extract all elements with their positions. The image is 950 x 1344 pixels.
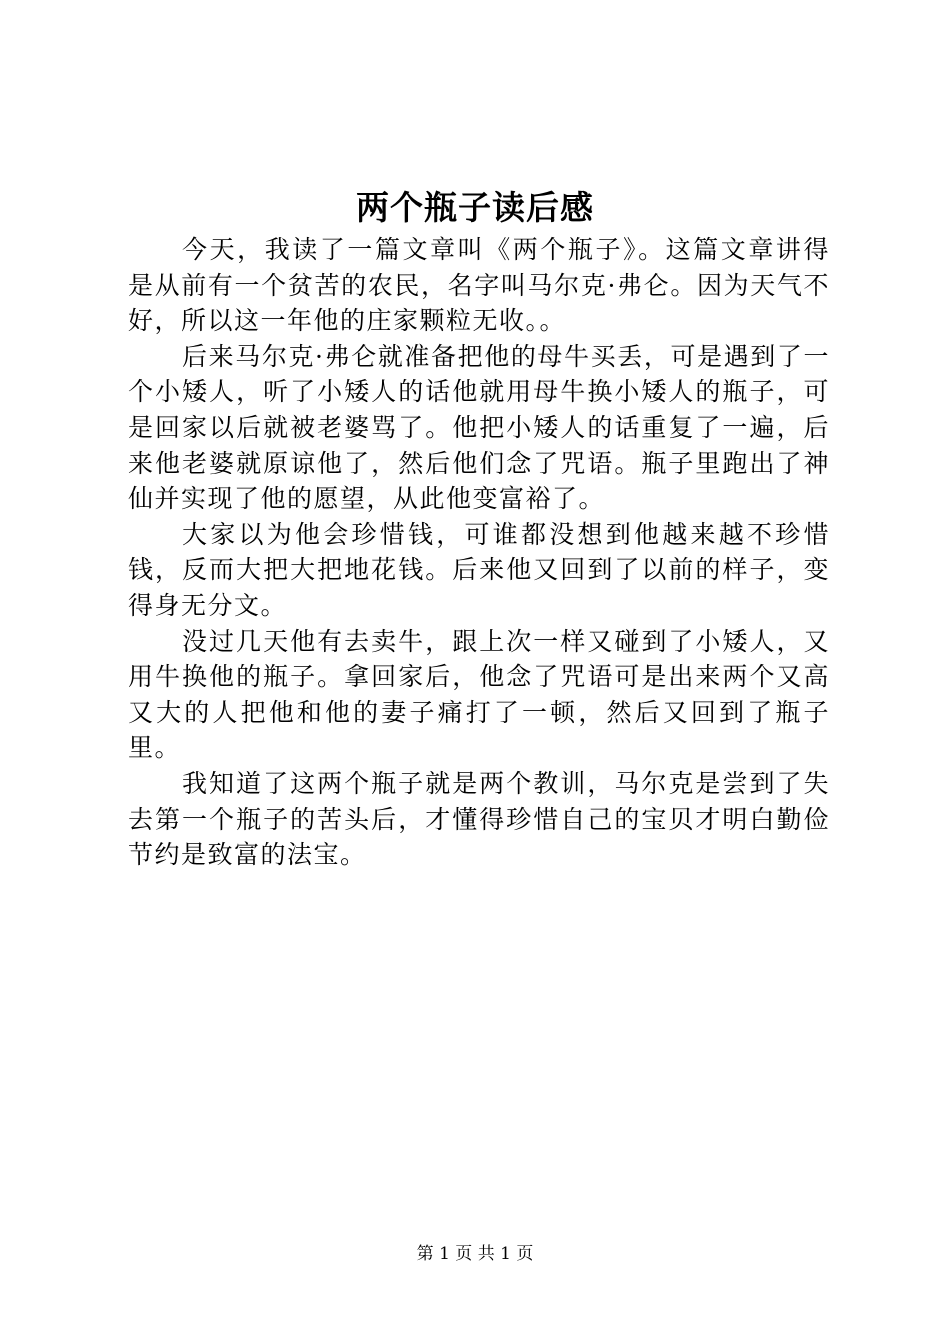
paragraph: 后来马尔克·弗仑就准备把他的母牛买丢，可是遇到了一个小矮人，听了小矮人的话他就用母牛换小矮人的瓶子，可是回家以后就被老婆骂了。他把小矮人的话重复了一遍，后来他老婆就原谅他了，然后他们念了咒语。瓶子里跑出了神仙并实现了他的愿望，从此他变富裕了。 [128, 341, 830, 514]
document-title: 两个瓶子读后感 [356, 188, 594, 227]
paragraph: 我知道了这两个瓶子就是两个教训，马尔克是尝到了失去第一个瓶子的苦头后，才懂得珍惜自己的宝贝才明白勤俭节约是致富的法宝。 [128, 768, 830, 870]
paragraph: 没过几天他有去卖牛，跟上次一样又碰到了小矮人，又用牛换他的瓶子。拿回家后，他念了咒语可是出来两个又高又大的人把他和他的妻子痛打了一顿，然后又回到了瓶子里。 [128, 626, 830, 763]
paragraph: 大家以为他会珍惜钱，可谁都没想到他越来越不珍惜钱，反而大把大把地花钱。后来他又回到了以前的样子，变得身无分文。 [128, 519, 830, 620]
document-body [128, 232, 830, 873]
page-number-footer: 第 1 页 共 1 页 [416, 1244, 534, 1264]
paragraph: 今天，我读了一篇文章叫《两个瓶子》。这篇文章讲得是从前有一个贫苦的农民，名字叫马尔克·弗仑。因为天气不好，所以这一年他的庄家颗粒无收。。 [128, 235, 830, 336]
